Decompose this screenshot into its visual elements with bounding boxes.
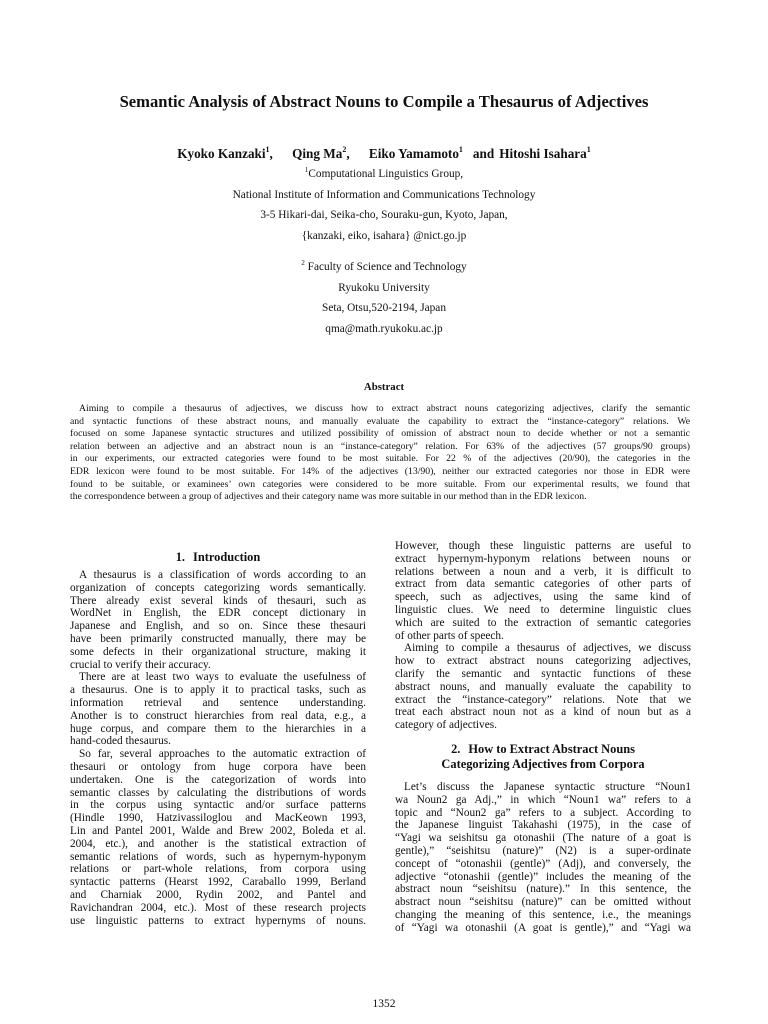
section-heading-extraction: 2. How to Extract Abstract Nouns Categorizing Adjectives from Corpora [441, 741, 645, 771]
left-column [70, 550, 366, 927]
author: Eiko Yamamoto$^1$ [368, 145, 463, 161]
page-number: 1352 [372, 998, 396, 1010]
affiliation-email: qma@math.ryukoku.ac.jp [325, 322, 443, 335]
section-heading-introduction: 1. Introduction [175, 550, 261, 564]
author-joiner: and [472, 146, 495, 161]
abstract-line: focused on some Japanese syntactic structures and utilized possibility of omission of abstract noun to decide whether or not a semantic [70, 428, 690, 440]
abstract-line: found to be suitable, or examinees’ own categories were considered to be more suitable. From our experimental results, we found that [70, 478, 690, 490]
abstract-line: EDR lexicon were found to be most suitable. For 14% of the adjectives (13/90), neither our extracted categories nor those in EDR were [70, 465, 690, 477]
abstract-body [70, 403, 690, 504]
author: Hitoshi Isahara$^1$ [499, 145, 591, 161]
affiliation-institute: National Institute of Information and Communications Technology [232, 188, 536, 201]
affiliation-marker: 2 [301, 259, 305, 267]
abstract-line: the correspondence between a group of adjectives and their category name was more suitable in our method than in the EDR lexicon. [70, 491, 587, 503]
abstract-line: and syntactic functions of these abstract nouns, and manually evaluate the capability to extract the “instance-category” relations. We [70, 415, 690, 427]
abstract-line: Aiming to compile a thesaurus of adjectives, we discuss how to extract abstract nouns categorizing adjectives, clarify the semantic [79, 403, 690, 414]
author: Kyoko Kanzaki$^1$, [177, 145, 273, 161]
affiliation-marker: 1 [304, 166, 309, 174]
paragraph: There are at least two ways to evaluate the usefulness of a thesaurus. One is to apply it to practical tasks, such as information retrieval and sentence understanding. Another is to construct hierarchies from real data, e.g., a huge corpus, and compare them to the hierarchies in a hand-coded thesaurus. [70, 671, 366, 748]
affiliation-2 [40, 253, 728, 339]
author: Qing Ma$^2$, [292, 145, 350, 161]
paragraph: Let’s discuss the Japanese syntactic structure “Noun1 wa Noun2 ga Adj.,” in which “Noun1 wa” refers to a topic and “Noun2 ga” refers to a subject. According to the Japanese linguist Takahashi (1975), in the case of “Yagi wa seishitsu ga otonashii (The nature of a goat is gentle),” “seishitsu (nature)” (N2) is a super-ordinate concept of “otonashii (gentle)” (Adj), and conversely, the adjective “otonashii (gentle)” includes the meaning of the abstract noun “seishitsu (nature).” In this sentence, the abstract noun “seishitsu (nature)” can be omitted without changing the meaning of this sentence, i.e., the meanings of “Yagi wa otonashii (A goat is gentle),” and “Yagi wa [395, 780, 691, 934]
affiliation-1 [40, 160, 728, 246]
affiliation-university: Ryukoku University [338, 281, 430, 294]
affiliation-address: 3-5 Hikari-dai, Seika-cho, Souraku-gun, Kyoto, Japan, [260, 209, 508, 221]
affiliation-address: Seta, Otsu,520-2194, Japan [322, 302, 446, 314]
abstract-line: relation between an adjective and an abstract noun is an “instance-category” relation. For 63% of the adjectives (57 groups/90 groups) [70, 440, 690, 452]
paragraph: Aiming to compile a thesaurus of adjectives, we discuss how to extract abstract nouns categorizing adjectives, clarify the semantic and syntactic functions of these abstract nouns, and manually evaluate the capability to extract the “instance-category” relations. Note that we treat each abstract noun not as a kind of noun but as a category of adjectives. [395, 642, 691, 732]
abstract-heading: Abstract [363, 381, 405, 393]
paragraph: A thesaurus is a classification of words according to an organization of concepts categorizing words semantically. There already exist several kinds of thesauri, such as WordNet in English, the EDR concept dictionary in Japanese and English, and so on. Since these thesauri have been primarily constructed manually, there may be some defects in their organizational structure, making it crucial to verify their accuracy. [70, 569, 366, 671]
affiliation-email: {kanzaki, eiko, isahara} @nict.go.jp [301, 229, 467, 242]
affiliation-faculty: Faculty of Science and Technology [307, 261, 467, 273]
abstract-line: in our experiments, our extracted categories were found to be most suitable. For 22 % of the adjectives (20/90), the categories in the [70, 453, 690, 465]
paper-title: Semantic Analysis of Abstract Nouns to Compile a Thesaurus of Adjectives [119, 92, 649, 111]
right-column [395, 540, 691, 935]
paragraph: So far, several approaches to the automatic extraction of thesauri or ontology from huge corpora have been undertaken. One is the categorization of words into semantic classes by calculating the distributions of words in the corpus using syntactic and/or surface patterns (Hindle 1990, Hatzivassiloglou and MacKeown 1993, Lin and Pantel 2001, Walde and Brew 2002, Boleda et al. 2004, etc.), and another is the statistical extraction of semantic relations of words, such as hypernym-hyponym relations or part-whole relations, from corpora using syntactic patterns (Hearst 1992, Caraballo 1999, Berland and Charniak 2000, Rydin 2002, and Pantel and Ravichandran 2004, etc.). Most of these research projects use linguistic patterns to extract hypernyms of nouns. [70, 748, 366, 927]
paragraph: However, though these linguistic patterns are useful to extract hypernym-hyponym relations between nouns or relations between a noun and a verb, it is difficult to extract from data semantic categories of other parts of speech, such as adjectives, using the same kind of linguistic clues. We need to determine linguistic clues which are suited to the extraction of semantic categories of other parts of speech. [395, 540, 691, 642]
affiliation-group: Computational Linguistics Group, [308, 168, 464, 180]
